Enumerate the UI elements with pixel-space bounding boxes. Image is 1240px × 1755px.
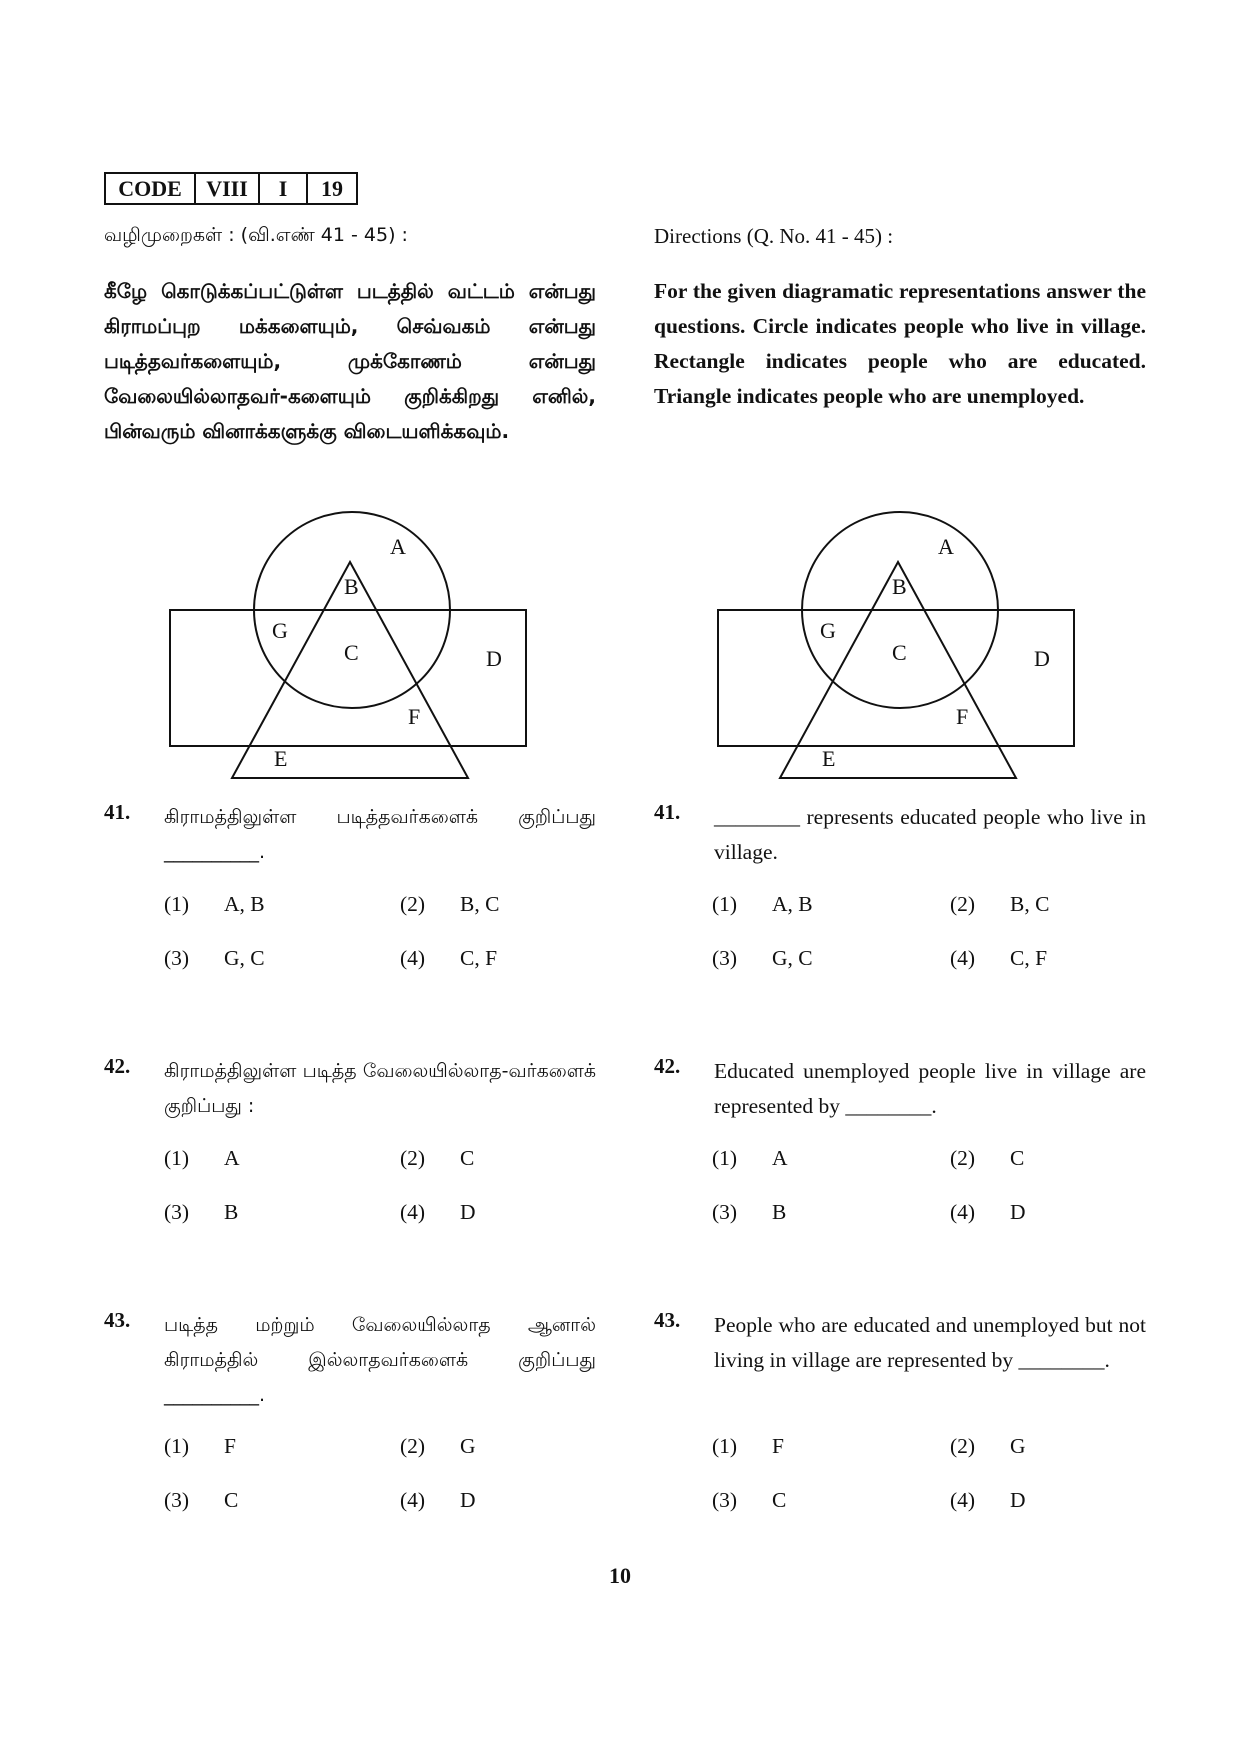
option-text: C: [460, 1146, 475, 1170]
option-text: G: [460, 1434, 476, 1458]
option-1[interactable]: [712, 1146, 942, 1171]
option-text: C: [1010, 1146, 1025, 1170]
directions-title: Directions (Q. No. 41 - 45) :: [654, 224, 894, 248]
option-4[interactable]: [400, 1200, 596, 1225]
option-4[interactable]: [400, 946, 596, 971]
option-text: A, B: [224, 892, 265, 916]
option-number: (2): [950, 1146, 976, 1170]
option-number: (2): [950, 1434, 976, 1458]
option-1[interactable]: [164, 1146, 394, 1171]
option-2[interactable]: [950, 892, 1146, 917]
region-label-f: F: [408, 704, 421, 729]
option-text: B: [772, 1200, 787, 1224]
option-1[interactable]: [712, 892, 942, 917]
code-cell-part: I: [260, 174, 308, 203]
option-4[interactable]: [950, 1200, 1146, 1225]
question-text: ________ represents educated people who live in village.: [714, 805, 1146, 864]
code-cell-class: VIII: [196, 174, 260, 203]
option-2[interactable]: [950, 1434, 1146, 1459]
option-number: (2): [400, 1434, 426, 1458]
option-4[interactable]: [950, 1488, 1146, 1513]
region-label-d: D: [1034, 646, 1050, 671]
region-label-f: F: [956, 704, 969, 729]
option-4[interactable]: [400, 1488, 596, 1513]
option-text: B, C: [460, 892, 500, 916]
question-text: கிராமத்திலுள்ள படித்த வேலையில்லாத-வர்களைக் குறிப்பது :: [164, 1060, 596, 1117]
option-1[interactable]: [712, 1434, 942, 1459]
option-3[interactable]: [712, 1488, 942, 1513]
option-number: (1): [712, 892, 738, 916]
option-2[interactable]: [400, 892, 596, 917]
question-text: படித்த மற்றும் வேலையில்லாத ஆனால் கிராமத்தில் இல்லாதவர்களைக் குறிப்பது __________.: [164, 1314, 596, 1406]
option-text: G, C: [772, 946, 813, 970]
directions-body: For the given diagramatic representations answer the questions. Circle indicates people who live in village. Rectangle indicates people who are educated. Triangle indicates people who are unemployed.: [654, 279, 1146, 408]
rectangle-educated: [170, 610, 526, 746]
option-number: (2): [950, 892, 976, 916]
region-label-e: E: [274, 746, 288, 771]
option-3[interactable]: [712, 946, 942, 971]
option-4[interactable]: [950, 946, 1146, 971]
option-2[interactable]: [950, 1146, 1146, 1171]
option-number: (3): [712, 1488, 738, 1512]
option-text: C, F: [460, 946, 498, 970]
option-text: F: [772, 1434, 784, 1458]
option-text: A: [224, 1146, 240, 1170]
option-text: G, C: [224, 946, 265, 970]
option-text: C, F: [1010, 946, 1048, 970]
option-number: (1): [164, 1434, 190, 1458]
option-text: F: [224, 1434, 236, 1458]
region-label-a: A: [938, 534, 954, 559]
region-label-b: B: [892, 574, 907, 599]
option-text: D: [1010, 1488, 1026, 1512]
option-number: (4): [950, 946, 976, 970]
directions-body: கீழே கொடுக்கப்பட்டுள்ள படத்தில் வட்டம் என்பது கிராமப்புற மக்களையும், செவ்வகம் என்பது படித்தவர்களையும், முக்கோணம் என்பது வேலையில்லாதவர்-களையும் குறிக்கிறது எனில், பின்வரும் வினாக்களுக்கு விடையளிக்கவும்.: [104, 279, 596, 443]
option-3[interactable]: [712, 1200, 942, 1225]
option-number: (1): [164, 1146, 190, 1170]
option-2[interactable]: [400, 1146, 596, 1171]
option-number: (2): [400, 892, 426, 916]
page-number: 10: [609, 1563, 631, 1588]
region-label-e: E: [822, 746, 836, 771]
option-3[interactable]: [164, 1200, 394, 1225]
option-1[interactable]: [164, 892, 394, 917]
option-1[interactable]: [164, 1434, 394, 1459]
question-number: 42.: [654, 1054, 681, 1078]
directions-title: வழிமுறைகள் : (வி.எண் 41 - 45) :: [104, 224, 408, 246]
region-label-c: C: [344, 640, 359, 665]
rectangle-educated: [718, 610, 1074, 746]
option-text: C: [224, 1488, 239, 1512]
option-text: B: [224, 1200, 239, 1224]
option-number: (4): [400, 1200, 426, 1224]
option-text: D: [1010, 1200, 1026, 1224]
option-number: (3): [164, 946, 190, 970]
option-text: C: [772, 1488, 787, 1512]
option-text: D: [460, 1200, 476, 1224]
option-text: A: [772, 1146, 788, 1170]
option-number: (4): [950, 1200, 976, 1224]
option-number: (1): [164, 892, 190, 916]
tamil-directions: [104, 224, 596, 449]
question-text: Educated unemployed people live in village are represented by ________.: [714, 1059, 1146, 1118]
option-3[interactable]: [164, 1488, 394, 1513]
question-number: 41.: [104, 800, 131, 824]
option-text: A, B: [772, 892, 813, 916]
question-number: 42.: [104, 1054, 131, 1078]
option-3[interactable]: [164, 946, 394, 971]
code-cell-label: CODE: [106, 174, 196, 203]
question-number: 41.: [654, 800, 681, 824]
region-label-g: G: [272, 618, 288, 643]
venn-diagram-english: [708, 510, 1088, 780]
option-number: (3): [164, 1488, 190, 1512]
option-2[interactable]: [400, 1434, 596, 1459]
region-label-c: C: [892, 640, 907, 665]
option-text: D: [460, 1488, 476, 1512]
region-label-d: D: [486, 646, 502, 671]
option-number: (4): [400, 1488, 426, 1512]
english-directions: [654, 224, 1146, 414]
question-number: 43.: [104, 1308, 131, 1332]
region-label-b: B: [344, 574, 359, 599]
option-number: (3): [712, 946, 738, 970]
region-label-g: G: [820, 618, 836, 643]
option-text: G: [1010, 1434, 1026, 1458]
code-box: [104, 172, 358, 205]
venn-diagram-tamil: [160, 510, 540, 780]
option-text: B, C: [1010, 892, 1050, 916]
code-cell-number: 19: [321, 175, 343, 201]
question-text: கிராமத்திலுள்ள படித்தவர்களைக் குறிப்பது __________.: [164, 806, 596, 863]
region-label-a: A: [390, 534, 406, 559]
option-number: (2): [400, 1146, 426, 1170]
option-number: (1): [712, 1434, 738, 1458]
option-number: (3): [712, 1200, 738, 1224]
option-number: (4): [400, 946, 426, 970]
question-text: People who are educated and unemployed but not living in village are represented by ________.: [714, 1313, 1146, 1372]
option-number: (1): [712, 1146, 738, 1170]
option-number: (3): [164, 1200, 190, 1224]
option-number: (4): [950, 1488, 976, 1512]
question-number: 43.: [654, 1308, 681, 1332]
